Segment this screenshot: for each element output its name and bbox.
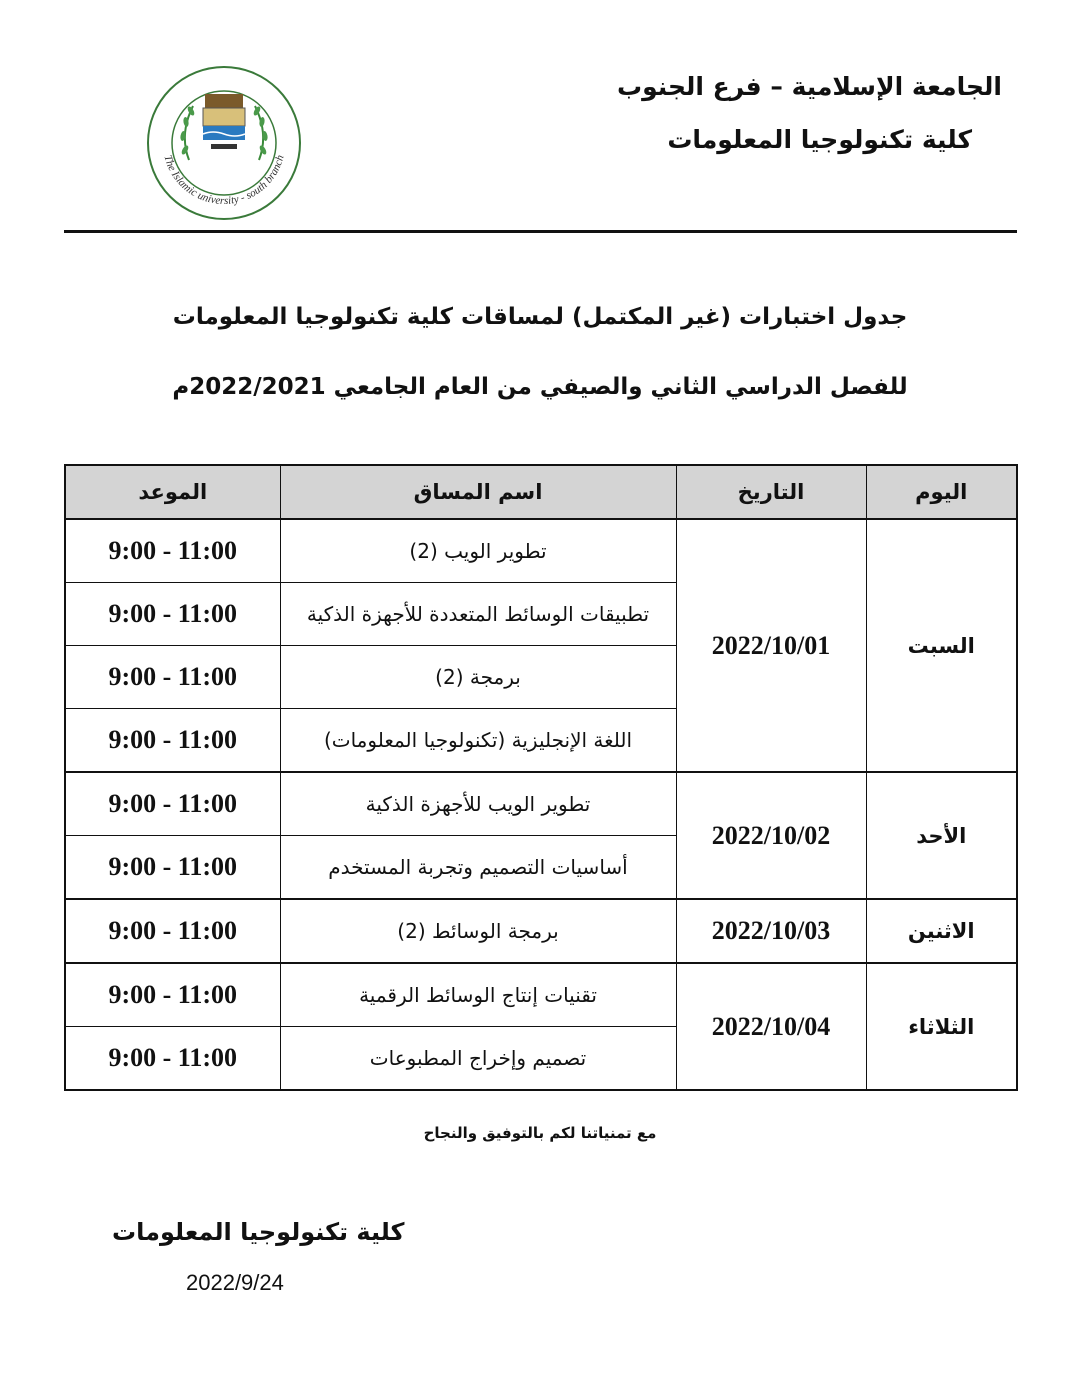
course-cell: تطبيقات الوسائط المتعددة للأجهزة الذكية [280, 583, 676, 646]
time-cell: 9:00 - 11:00 [65, 646, 280, 709]
signature-date: 2022/9/24 [186, 1270, 284, 1295]
table-row [65, 519, 1017, 583]
time-cell: 9:00 - 11:00 [65, 772, 280, 836]
signature-faculty: كلية تكنولوجيا المعلومات [112, 1218, 405, 1246]
time-cell: 9:00 - 11:00 [65, 709, 280, 773]
date-cell: 2022/10/01 [676, 519, 866, 772]
course-cell: برمجة (2) [280, 646, 676, 709]
header-divider [64, 230, 1017, 233]
time-cell: 9:00 - 11:00 [65, 899, 280, 963]
date-cell: 2022/10/03 [676, 899, 866, 963]
course-cell: تقنيات إنتاج الوسائط الرقمية [280, 963, 676, 1027]
schedule-title: جدول اختبارات (غير المكتمل) لمساقات كلية تكنولوجيا المعلومات [172, 304, 908, 330]
university-logo [145, 64, 303, 222]
table-row [65, 963, 1017, 1027]
header-time: الموعد [65, 465, 280, 519]
date-cell: 2022/10/04 [676, 963, 866, 1090]
day-cell: الثلاثاء [866, 963, 1017, 1090]
time-cell: 9:00 - 11:00 [65, 1027, 280, 1091]
header-course: اسم المساق [280, 465, 676, 519]
course-cell: تطوير الويب للأجهزة الذكية [280, 772, 676, 836]
header-date: التاريخ [676, 465, 866, 519]
table-header-row [65, 465, 1017, 519]
day-cell: السبت [866, 519, 1017, 772]
logo-ring-text: The Islamic university - south branch [161, 153, 287, 208]
university-branch-name: الجامعة الإسلامية – فرع الجنوب [617, 72, 1002, 101]
time-cell: 9:00 - 11:00 [65, 583, 280, 646]
header [617, 72, 1002, 154]
time-cell: 9:00 - 11:00 [65, 963, 280, 1027]
course-cell: أساسيات التصميم وتجربة المستخدم [280, 836, 676, 900]
date-cell: 2022/10/02 [676, 772, 866, 899]
day-cell: الأحد [866, 772, 1017, 899]
day-cell: الاثنين [866, 899, 1017, 963]
header-day: اليوم [866, 465, 1017, 519]
time-cell: 9:00 - 11:00 [65, 836, 280, 900]
time-cell: 9:00 - 11:00 [65, 519, 280, 583]
course-cell: تطوير الويب (2) [280, 519, 676, 583]
schedule-subtitle: للفصل الدراسي الثاني والصيفي من العام الجامعي 2022/2021م [172, 374, 908, 400]
table-row [65, 772, 1017, 836]
course-cell: اللغة الإنجليزية (تكنولوجيا المعلومات) [280, 709, 676, 773]
good-luck-message: مع تمنياتنا لكم بالتوفيق والنجاح [423, 1124, 657, 1142]
faculty-name: كلية تكنولوجيا المعلومات [667, 125, 972, 154]
course-cell: برمجة الوسائط (2) [280, 899, 676, 963]
course-cell: تصميم وإخراج المطبوعات [280, 1027, 676, 1091]
table-row [65, 899, 1017, 963]
exam-schedule-table [64, 464, 1018, 1091]
